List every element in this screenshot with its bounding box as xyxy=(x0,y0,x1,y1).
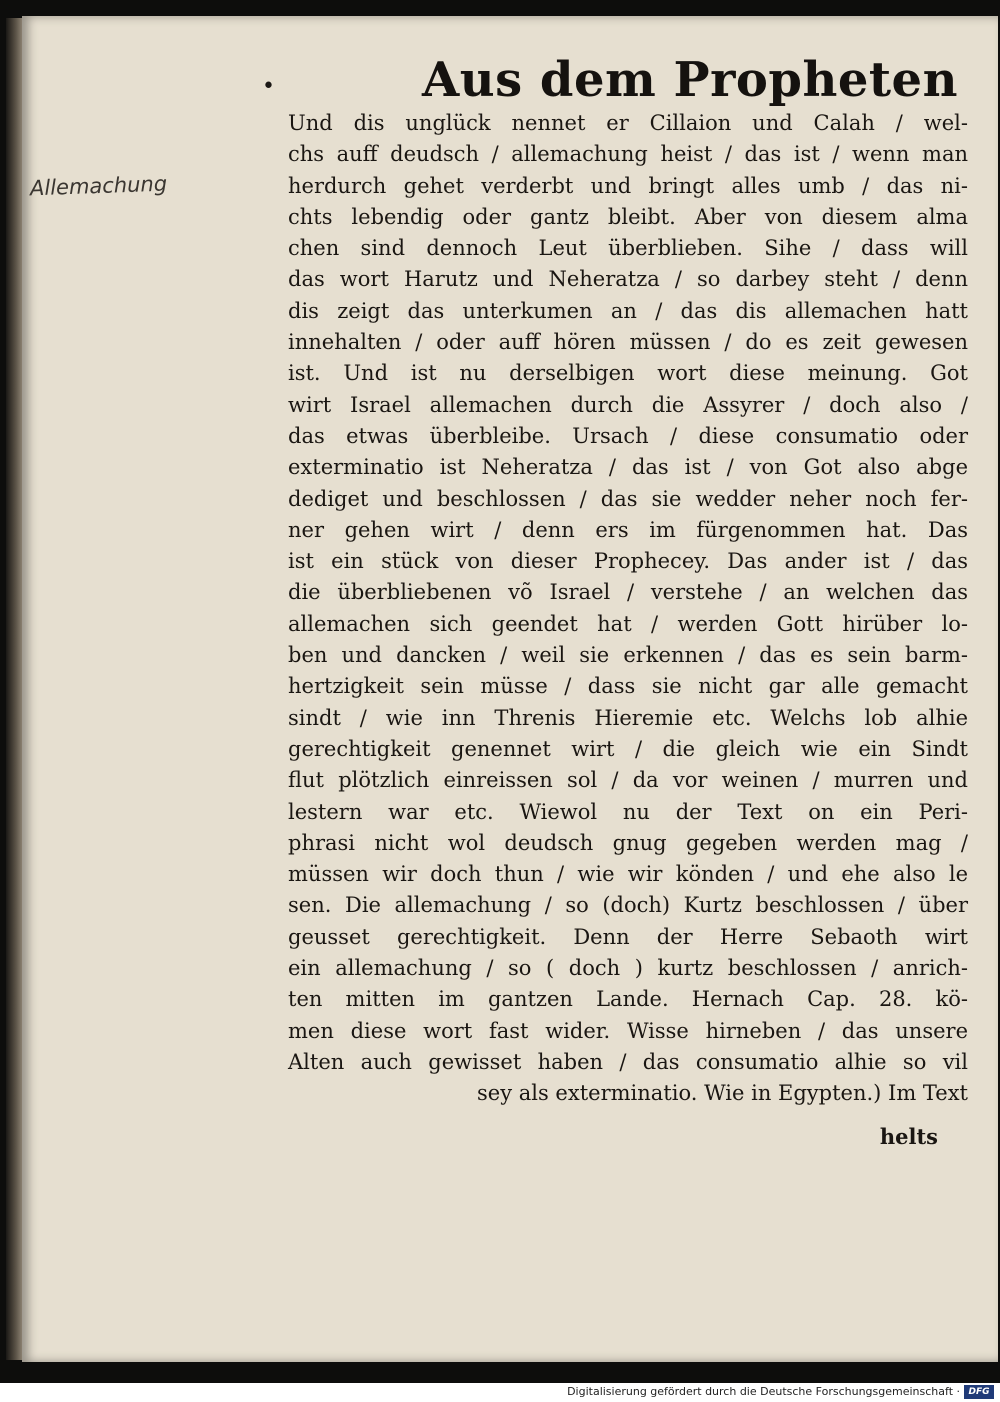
page-edge-shadow xyxy=(6,18,22,1360)
catchword: helts xyxy=(879,1124,938,1149)
text-line: flut plötzlich einreissen sol / da vor weinen / murren und xyxy=(288,768,968,793)
text-line: ten mitten im gantzen Lande. Hernach Cap. 28. kö- xyxy=(288,987,968,1012)
text-line: herdurch gehet verderbt und bringt alles umb / das ni- xyxy=(288,173,968,198)
text-line: exterminatio ist Neheratza / das ist / von Got also abge xyxy=(288,455,968,480)
text-line: Alten auch gewisset haben / das consumatio alhie so vil xyxy=(288,1049,968,1074)
text-line: innehalten / oder auff hören müssen / do es zeit gewesen xyxy=(288,330,968,355)
text-line: das wort Harutz und Neheratza / so darbey steht / denn xyxy=(288,267,968,292)
text-line: ben und dancken / weil sie erkennen / das es sein barm- xyxy=(288,643,968,668)
body-text xyxy=(288,108,968,1110)
text-line: chts lebendig oder gantz bleibt. Aber von diesem alma xyxy=(288,204,968,229)
text-line: allemachen sich geendet hat / werden Gott hirüber lo- xyxy=(288,611,968,636)
text-line: Und dis unglück nennet er Cillaion und Calah / wel- xyxy=(288,111,968,135)
running-head: Aus dem Propheten xyxy=(422,52,958,108)
text-line: dis zeigt das unterkumen an / das dis allemachen hatt xyxy=(288,298,968,323)
text-line: hertzigkeit sein müsse / dass sie nicht gar alle gemacht xyxy=(288,674,968,699)
text-line: men diese wort fast wider. Wisse hirneben / das unsere xyxy=(288,1018,968,1043)
text-line: wirt Israel allemachen durch die Assyrer / doch also / xyxy=(288,392,968,417)
text-line: chen sind dennoch Leut überblieben. Sihe / dass will xyxy=(288,236,968,261)
text-line: sindt / wie inn Threnis Hieremie etc. Welchs lob alhie xyxy=(288,705,968,730)
footer-credit: Digitalisierung gefördert durch die Deutsche Forschungsgemeinschaft · xyxy=(567,1385,960,1398)
handwritten-margin-note: Allemachung xyxy=(29,171,168,201)
text-line: lestern war etc. Wiewol nu der Text on ein Peri- xyxy=(288,799,968,824)
book-page xyxy=(22,16,998,1362)
text-line: die überbliebenen võ Israel / verstehe / an welchen das xyxy=(288,580,968,605)
page-mark: • xyxy=(262,74,275,99)
text-line: phrasi nicht wol deudsch gnug gegeben werden mag / xyxy=(288,830,968,855)
text-line: sey als exterminatio. Wie in Egypten.) Im Text xyxy=(477,1081,968,1106)
text-line: ist ein stück von dieser Prophecey. Das ander ist / das xyxy=(288,549,968,574)
text-line: gerechtigkeit genennet wirt / die gleich wie ein Sindt xyxy=(288,736,968,761)
text-line: ein allemachung / so ( doch ) kurtz beschlossen / anrich- xyxy=(288,956,968,981)
dfg-logo: DFG xyxy=(964,1385,994,1399)
text-line: das etwas überbleibe. Ursach / diese consumatio oder xyxy=(288,423,968,448)
text-line: chs auff deudsch / allemachung heist / das ist / wenn man xyxy=(288,142,968,167)
text-line: dediget und beschlossen / das sie wedder neher noch fer- xyxy=(288,486,968,511)
text-line: geusset gerechtigkeit. Denn der Herre Sebaoth wirt xyxy=(288,924,968,949)
text-line: ist. Und ist nu derselbigen wort diese meinung. Got xyxy=(288,361,968,386)
text-line: müssen wir doch thun / wie wir könden / und ehe also le xyxy=(288,862,968,887)
text-line: ner gehen wirt / denn ers im fürgenommen hat. Das xyxy=(288,517,968,542)
footer-bar xyxy=(0,1383,1000,1402)
text-line: sen. Die allemachung / so (doch) Kurtz beschlossen / über xyxy=(288,893,968,918)
